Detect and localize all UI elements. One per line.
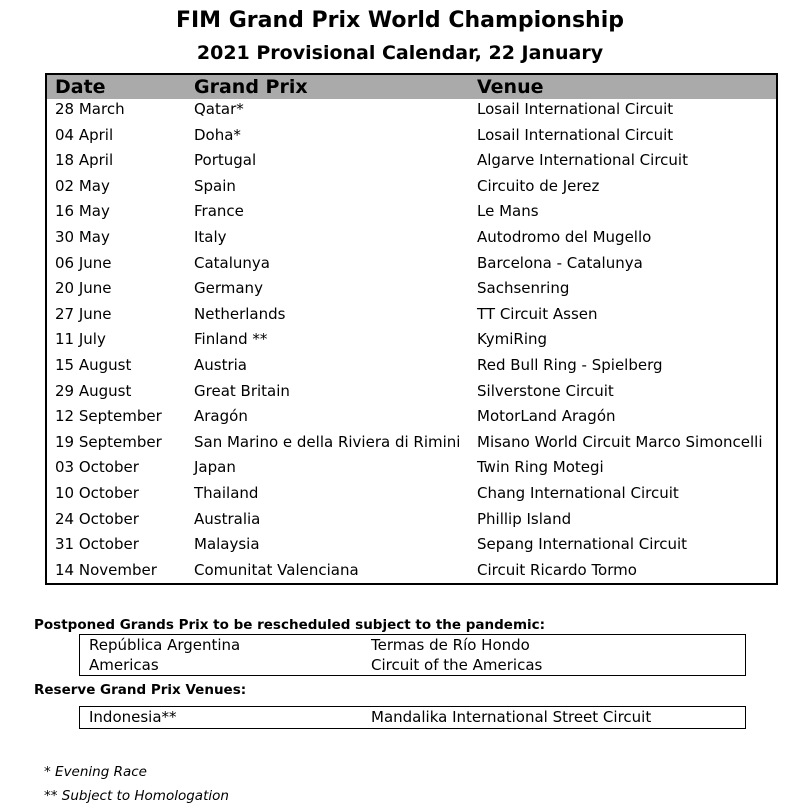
cell-date: 16 May xyxy=(55,202,110,221)
table-row xyxy=(47,174,776,200)
note-evening-race: * Evening Race xyxy=(44,764,147,780)
cell-date: 10 October xyxy=(55,483,139,502)
cell-venue: Mandalika International Street Circuit xyxy=(371,708,652,726)
cell-venue: Le Mans xyxy=(477,202,539,221)
cell-date: 15 August xyxy=(55,355,132,374)
cell-grand-prix: Malaysia xyxy=(194,535,260,554)
table-row xyxy=(47,276,776,302)
postponed-table xyxy=(79,634,746,676)
cell-venue: Barcelona - Catalunya xyxy=(477,253,643,272)
table-row xyxy=(80,635,745,655)
page-title: FIM Grand Prix World Championship xyxy=(175,8,625,33)
cell-venue: Losail International Circuit xyxy=(477,125,674,144)
cell-grand-prix: Japan xyxy=(194,458,236,477)
cell-grand-prix: Italy xyxy=(194,227,227,246)
cell-grand-prix: Thailand xyxy=(194,483,259,502)
calendar-rows xyxy=(47,97,776,583)
cell-venue: Misano World Circuit Marco Simoncelli xyxy=(477,432,763,451)
cell-venue: Losail International Circuit xyxy=(477,100,674,118)
cell-venue: Silverstone Circuit xyxy=(477,381,614,400)
cell-venue: Circuito de Jerez xyxy=(477,176,600,195)
cell-date: 18 April xyxy=(55,151,114,170)
table-row xyxy=(47,251,776,277)
table-row xyxy=(47,199,776,225)
cell-grand-prix: República Argentina xyxy=(89,636,241,654)
cell-venue: Sepang International Circuit xyxy=(477,535,688,554)
table-row xyxy=(47,558,776,584)
cell-venue: Algarve International Circuit xyxy=(477,151,688,170)
table-row xyxy=(47,225,776,251)
cell-grand-prix: Portugal xyxy=(194,151,257,170)
cell-date: 02 May xyxy=(55,176,110,195)
table-row xyxy=(47,97,776,123)
cell-grand-prix: San Marino e della Riviera di Rimini xyxy=(194,432,461,451)
cell-venue: MotorLand Aragón xyxy=(477,407,616,426)
cell-date: 14 November xyxy=(55,560,157,579)
cell-grand-prix: France xyxy=(194,202,244,221)
cell-grand-prix: Qatar* xyxy=(194,100,244,118)
cell-grand-prix: Catalunya xyxy=(194,253,270,272)
cell-venue: Twin Ring Motegi xyxy=(477,458,604,477)
cell-grand-prix: Aragón xyxy=(194,407,248,426)
cell-grand-prix: Finland ** xyxy=(194,330,268,349)
column-header-venue: Venue xyxy=(477,76,544,98)
column-header-date: Date xyxy=(55,76,106,98)
page-subtitle: 2021 Provisional Calendar, 22 January xyxy=(196,42,604,64)
cell-venue: Circuit Ricardo Tormo xyxy=(477,560,637,579)
cell-venue: Phillip Island xyxy=(477,509,572,528)
cell-date: 12 September xyxy=(55,407,162,426)
cell-date: 29 August xyxy=(55,381,132,400)
cell-date: 19 September xyxy=(55,432,162,451)
table-row xyxy=(47,481,776,507)
column-header-grand-prix: Grand Prix xyxy=(194,76,308,98)
table-row xyxy=(47,455,776,481)
table-row xyxy=(47,430,776,456)
cell-grand-prix: Austria xyxy=(194,355,247,374)
cell-grand-prix: Great Britain xyxy=(194,381,290,400)
cell-venue: Chang International Circuit xyxy=(477,483,679,502)
calendar-table xyxy=(45,73,778,585)
calendar-header-row xyxy=(47,75,776,99)
table-row xyxy=(47,148,776,174)
cell-grand-prix: Netherlands xyxy=(194,304,286,323)
cell-date: 03 October xyxy=(55,458,139,477)
cell-grand-prix: Indonesia** xyxy=(89,708,177,726)
cell-date: 31 October xyxy=(55,535,139,554)
cell-date: 24 October xyxy=(55,509,139,528)
cell-venue: Circuit of the Americas xyxy=(371,656,543,674)
postponed-label: Postponed Grands Prix to be rescheduled subject to the pandemic: xyxy=(34,617,546,633)
table-row xyxy=(80,655,745,675)
cell-grand-prix: Doha* xyxy=(194,125,241,144)
cell-grand-prix: Germany xyxy=(194,279,263,298)
cell-venue: TT Circuit Assen xyxy=(477,304,598,323)
table-row xyxy=(47,353,776,379)
cell-date: 28 March xyxy=(55,100,125,118)
cell-grand-prix: Spain xyxy=(194,176,236,195)
cell-grand-prix: Americas xyxy=(89,656,159,674)
table-row xyxy=(47,327,776,353)
table-row xyxy=(80,707,745,727)
note-homologation: ** Subject to Homologation xyxy=(44,788,229,804)
cell-date: 11 July xyxy=(55,330,106,349)
cell-grand-prix: Comunitat Valenciana xyxy=(194,560,359,579)
table-row xyxy=(47,404,776,430)
cell-date: 20 June xyxy=(55,279,112,298)
cell-date: 04 April xyxy=(55,125,114,144)
reserve-table xyxy=(79,706,746,729)
cell-date: 30 May xyxy=(55,227,110,246)
cell-venue: KymiRing xyxy=(477,330,548,349)
reserve-label: Reserve Grand Prix Venues: xyxy=(34,682,247,698)
cell-venue: Sachsenring xyxy=(477,279,570,298)
cell-venue: Autodromo del Mugello xyxy=(477,227,652,246)
cell-date: 27 June xyxy=(55,304,112,323)
cell-date: 06 June xyxy=(55,253,112,272)
table-row xyxy=(47,302,776,328)
cell-venue: Red Bull Ring - Spielberg xyxy=(477,355,663,374)
cell-venue: Termas de Río Hondo xyxy=(371,636,530,654)
table-row xyxy=(47,507,776,533)
table-row xyxy=(47,123,776,149)
table-row xyxy=(47,532,776,558)
cell-grand-prix: Australia xyxy=(194,509,261,528)
table-row xyxy=(47,379,776,405)
